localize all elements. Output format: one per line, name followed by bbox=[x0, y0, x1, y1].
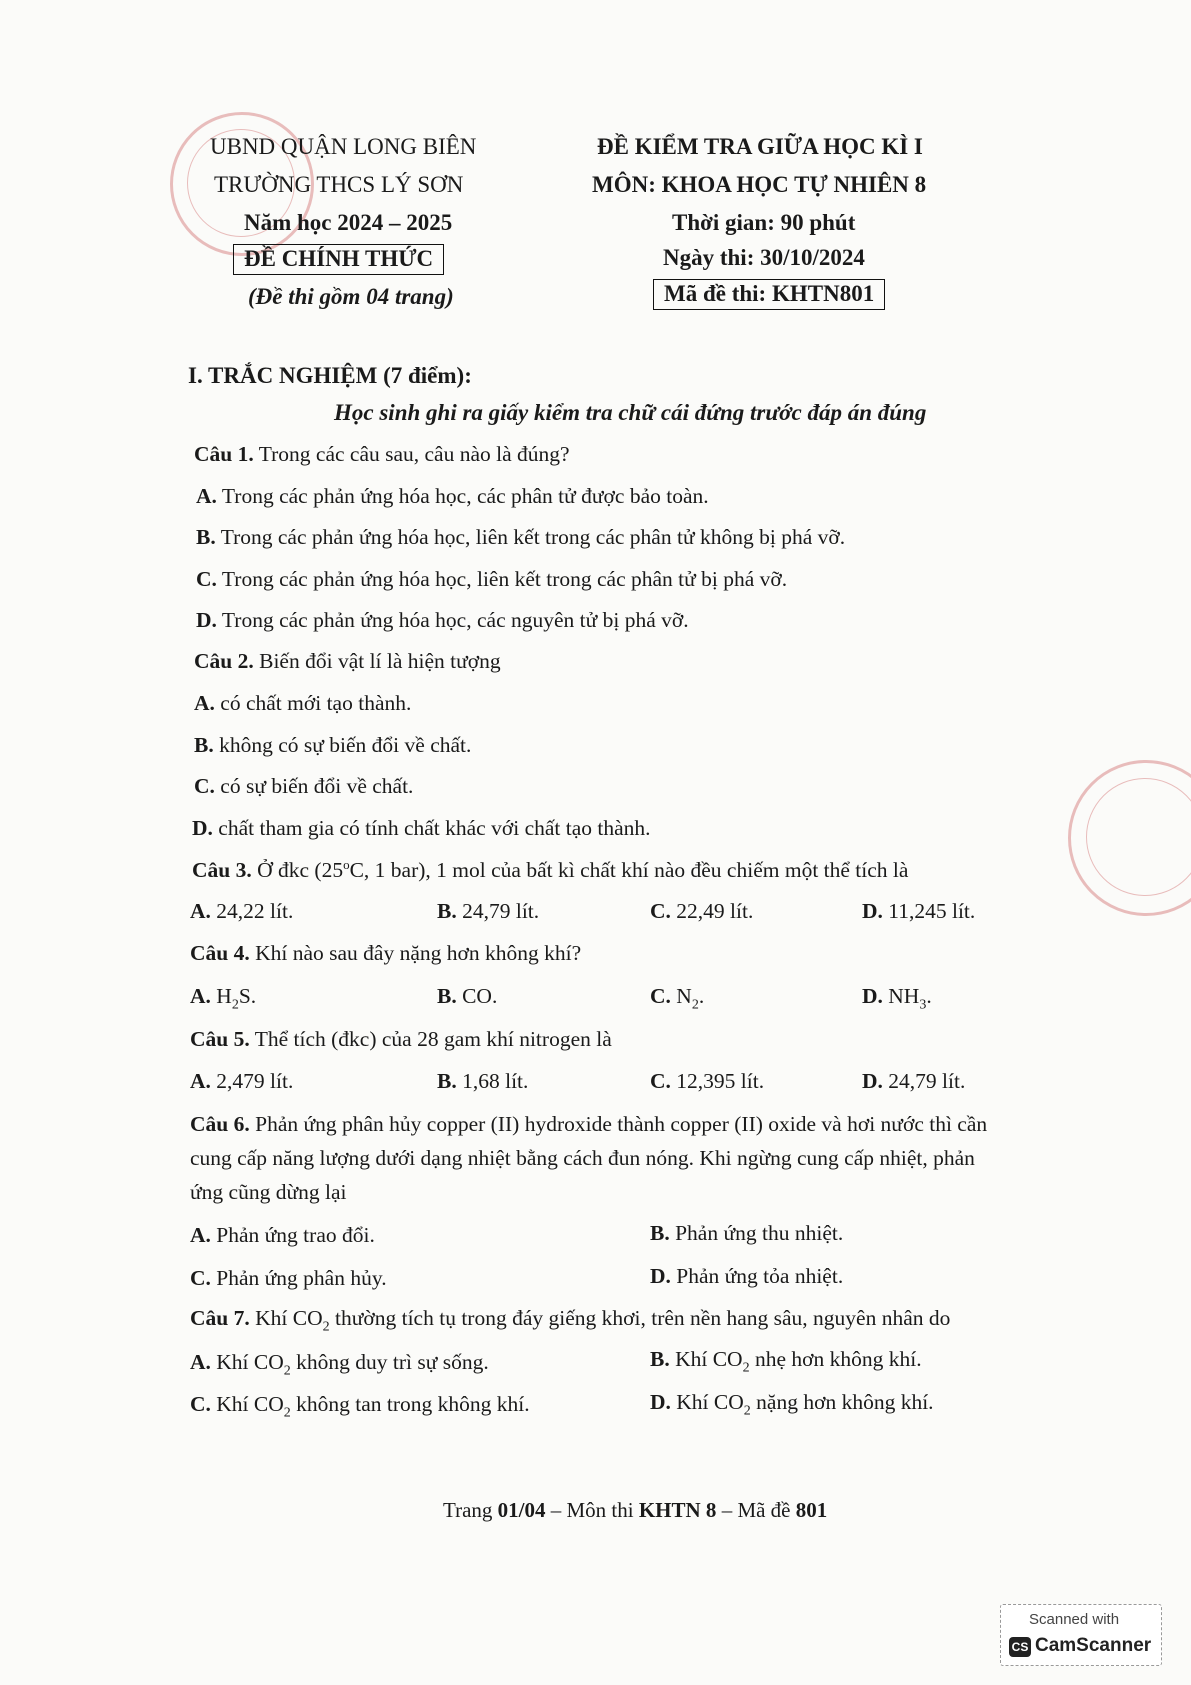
option-text: Trong các phản ứng hóa học, liên kết trong các phân tử bị phá vỡ. bbox=[221, 567, 788, 591]
question-1 bbox=[194, 442, 570, 467]
partial-seal-stamp bbox=[1068, 760, 1191, 916]
option-text: 24,79 lít. bbox=[888, 1069, 966, 1093]
option-label: D. bbox=[862, 1069, 883, 1093]
question-label: Câu 7. bbox=[190, 1306, 250, 1330]
camscanner-logo-icon: CS bbox=[1009, 1637, 1031, 1657]
option-text: Trong các phản ứng hóa học, liên kết trong các phân tử không bị phá vỡ. bbox=[220, 525, 846, 549]
question-label: Câu 5. bbox=[190, 1027, 250, 1051]
option-label: B. bbox=[650, 1221, 670, 1245]
option-text: Phản ứng phân hủy. bbox=[216, 1266, 387, 1290]
option-text: Khí $CO_2$ nặng hơn không khí. bbox=[676, 1390, 934, 1419]
header-left-line1: UBND QUẬN LONG BIÊN bbox=[210, 134, 477, 159]
exam-duration: Thời gian: 90 phút bbox=[672, 210, 856, 235]
option-label: A. bbox=[190, 984, 211, 1008]
option-label: D. bbox=[862, 984, 883, 1008]
option-label: A. bbox=[194, 691, 215, 715]
option[interactable] bbox=[650, 1390, 934, 1419]
question-text: Trong các câu sau, câu nào là đúng? bbox=[258, 442, 570, 466]
option-label: A. bbox=[190, 1069, 211, 1093]
option[interactable] bbox=[650, 1264, 843, 1289]
question-label: Câu 1. bbox=[194, 442, 254, 466]
option[interactable] bbox=[862, 899, 975, 924]
camscanner-watermark bbox=[1000, 1604, 1162, 1666]
option[interactable] bbox=[190, 984, 256, 1013]
option-text: 2,479 lít. bbox=[216, 1069, 294, 1093]
option[interactable] bbox=[650, 984, 704, 1013]
option-text: Phản ứng thu nhiệt. bbox=[675, 1221, 844, 1245]
option[interactable] bbox=[190, 1266, 387, 1291]
option-label: A. bbox=[190, 1350, 211, 1374]
header-left-line2: TRƯỜNG THCS LÝ SƠN bbox=[214, 172, 464, 197]
option-label: C. bbox=[650, 899, 671, 923]
question-label: Câu 3. bbox=[192, 858, 252, 883]
option-text: có chất mới tạo thành. bbox=[220, 691, 412, 715]
question-6 bbox=[190, 1112, 987, 1137]
option[interactable] bbox=[650, 1069, 764, 1094]
option[interactable] bbox=[194, 733, 471, 758]
option[interactable] bbox=[190, 1350, 489, 1379]
question-label: Câu 4. bbox=[190, 941, 250, 965]
option-text: Phản ứng tỏa nhiệt. bbox=[676, 1264, 844, 1288]
option-text: Trong các phản ứng hóa học, các nguyên tử bị phá vỡ. bbox=[221, 608, 689, 632]
option-label: C. bbox=[650, 984, 671, 1008]
option-text: chất tham gia có tính chất khác với chất tạo thành. bbox=[218, 816, 651, 840]
official-exam-box: ĐỀ CHÍNH THỨC bbox=[233, 244, 444, 275]
option[interactable] bbox=[650, 1347, 922, 1376]
option-text: 12,395 lít. bbox=[676, 1069, 765, 1093]
question-text: Phản ứng phân hủy copper (II) hydroxide thành copper (II) oxide và hơi nước thì cần bbox=[255, 1112, 988, 1136]
question-4 bbox=[190, 941, 581, 966]
exam-date: Ngày thi: 30/10/2024 bbox=[663, 245, 865, 270]
option[interactable] bbox=[194, 691, 411, 716]
option-label: B. bbox=[194, 733, 214, 757]
option[interactable] bbox=[192, 816, 651, 841]
option-label: B. bbox=[650, 1347, 670, 1371]
option-text: 24,79 lít. bbox=[462, 899, 540, 923]
option-text: Phản ứng trao đổi. bbox=[216, 1223, 375, 1247]
option[interactable] bbox=[196, 484, 709, 509]
option[interactable] bbox=[650, 899, 753, 924]
option[interactable] bbox=[190, 899, 293, 924]
option-text: 1,68 lít. bbox=[462, 1069, 529, 1093]
exam-code-box: Mã đề thi: KHTN801 bbox=[653, 279, 885, 310]
option-text: 22,49 lít. bbox=[676, 899, 754, 923]
option-text: không có sự biến đổi về chất. bbox=[219, 733, 472, 757]
header-school-year: Năm học 2024 – 2025 bbox=[244, 210, 453, 235]
question-6-line-2: cung cấp năng lượng dưới dạng nhiệt bằng cách đun nóng. Khi ngừng cung cấp nhiệt, phản bbox=[190, 1146, 975, 1170]
option-label: B. bbox=[437, 984, 457, 1008]
option-text: Khí $CO_2$ nhẹ hơn không khí. bbox=[675, 1347, 922, 1376]
question-7 bbox=[190, 1306, 950, 1335]
option-label: B. bbox=[437, 1069, 457, 1093]
watermark-caption: Scanned with bbox=[1029, 1611, 1120, 1628]
exam-subject: MÔN: KHOA HỌC TỰ NHIÊN 8 bbox=[592, 172, 927, 197]
option-label: D. bbox=[196, 608, 217, 632]
question-label: Câu 6. bbox=[190, 1112, 250, 1136]
option-text: Trong các phản ứng hóa học, các phân tử được bảo toàn. bbox=[221, 484, 709, 508]
option[interactable] bbox=[437, 984, 497, 1009]
option-label: D. bbox=[192, 816, 213, 840]
option-text: CO. bbox=[462, 984, 498, 1008]
option-label: C. bbox=[650, 1069, 671, 1093]
option-text: 24,22 lít. bbox=[216, 899, 294, 923]
option[interactable] bbox=[196, 567, 787, 592]
option-label: B. bbox=[437, 899, 457, 923]
option-label: A. bbox=[190, 1223, 211, 1247]
option-label: C. bbox=[196, 567, 217, 591]
option-text: có sự biến đổi về chất. bbox=[220, 774, 414, 798]
question-text: Ở đkc (25$^o$C, 1 bar), 1 mol của bất kì chất khí nào đều chiếm một thể tích là bbox=[257, 857, 909, 883]
option-text: $H_2S$. bbox=[216, 984, 257, 1013]
option[interactable] bbox=[190, 1223, 375, 1248]
question-2 bbox=[194, 649, 501, 674]
option-text: 11,245 lít. bbox=[888, 899, 976, 923]
section-instruction: Học sinh ghi ra giấy kiểm tra chữ cái đứng trước đáp án đúng bbox=[334, 400, 927, 425]
option[interactable] bbox=[862, 1069, 965, 1094]
question-6-line-3: ứng cũng dừng lại bbox=[190, 1180, 347, 1204]
question-5 bbox=[190, 1027, 612, 1052]
option[interactable] bbox=[437, 1069, 528, 1094]
option[interactable] bbox=[437, 899, 539, 924]
option-label: D. bbox=[862, 899, 883, 923]
option-label: C. bbox=[190, 1392, 211, 1416]
question-text: Thể tích (đkc) của 28 gam khí nitrogen là bbox=[254, 1027, 612, 1051]
question-label: Câu 2. bbox=[194, 649, 254, 673]
option[interactable] bbox=[650, 1221, 843, 1246]
question-text: Khí $CO_2$ thường tích tụ trong đáy giếng khơi, trên nền hang sâu, nguyên nhân do bbox=[255, 1306, 951, 1335]
option-label: D. bbox=[650, 1264, 671, 1288]
option-text: $NH_3$. bbox=[888, 984, 932, 1013]
option[interactable] bbox=[862, 984, 932, 1013]
watermark-brand: CamScanner bbox=[1035, 1635, 1152, 1656]
option-label: A. bbox=[196, 484, 217, 508]
pages-note: (Đề thi gồm 04 trang) bbox=[248, 284, 454, 309]
exam-title: ĐỀ KIỂM TRA GIỮA HỌC KÌ I bbox=[597, 134, 923, 159]
option-label: C. bbox=[190, 1266, 211, 1290]
question-text: Khí nào sau đây nặng hơn không khí? bbox=[255, 941, 582, 965]
option-text: $N_2$. bbox=[676, 984, 705, 1013]
option-label: D. bbox=[650, 1390, 671, 1414]
option-label: C. bbox=[194, 774, 215, 798]
option[interactable] bbox=[190, 1392, 530, 1421]
page-footer: Trang 01/04 – Môn thi KHTN 8 – Mã đề 801 bbox=[443, 1498, 828, 1522]
question-3 bbox=[192, 857, 908, 883]
option-label: B. bbox=[196, 525, 216, 549]
option[interactable] bbox=[190, 1069, 293, 1094]
option[interactable] bbox=[196, 525, 845, 550]
option-text: Khí $CO_2$ không duy trì sự sống. bbox=[216, 1350, 489, 1379]
option-text: Khí $CO_2$ không tan trong không khí. bbox=[216, 1392, 530, 1421]
option[interactable] bbox=[194, 774, 413, 799]
option-label: A. bbox=[190, 899, 211, 923]
section-title: I. TRẮC NGHIỆM (7 điểm): bbox=[188, 363, 472, 388]
question-text: Biến đổi vật lí là hiện tượng bbox=[259, 649, 501, 673]
option[interactable] bbox=[196, 608, 689, 633]
